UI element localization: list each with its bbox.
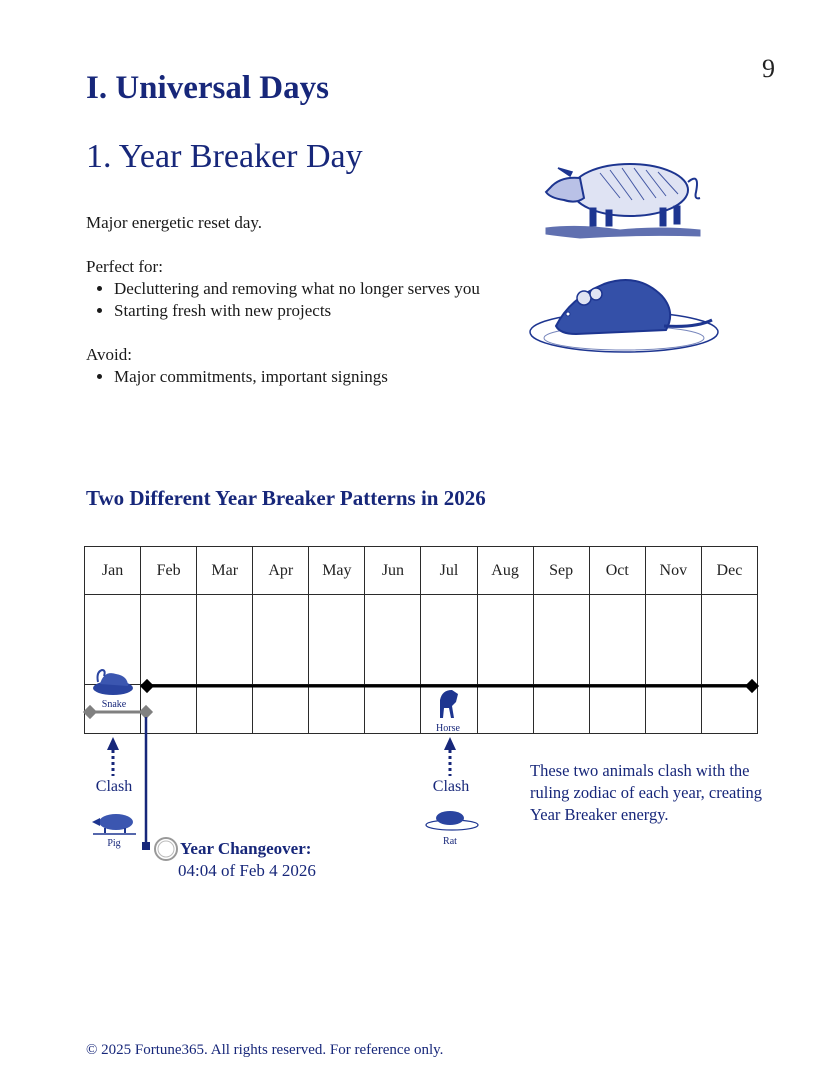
horse-label: Horse — [436, 723, 460, 734]
month-cell — [645, 595, 701, 685]
month-header: Dec — [701, 547, 757, 595]
month-header-row — [85, 547, 758, 595]
pig-icon — [92, 814, 136, 834]
month-header: May — [309, 547, 365, 595]
month-cell — [253, 685, 309, 734]
pig-label: Pig — [107, 838, 121, 849]
month-cell — [421, 595, 477, 685]
month-cell — [365, 595, 421, 685]
month-cell — [701, 685, 757, 734]
month-header: Oct — [589, 547, 645, 595]
month-table — [84, 546, 758, 734]
perfect-for-heading: Perfect for: — [86, 257, 163, 276]
intro-text: Major energetic reset day. — [86, 213, 263, 232]
month-header: Nov — [645, 547, 701, 595]
avoid-list — [86, 366, 486, 388]
month-header: Jun — [365, 547, 421, 595]
rat-icon — [426, 811, 478, 830]
month-cell — [645, 685, 701, 734]
footer-copyright: © 2025 Fortune365. All rights reserved. For reference only. — [86, 1042, 444, 1058]
list-item: • Decluttering and removing what no longer serves you — [114, 278, 486, 300]
month-cell — [197, 685, 253, 734]
month-header: Feb — [141, 547, 197, 595]
month-cell — [533, 595, 589, 685]
month-cell — [197, 595, 253, 685]
month-header: Jul — [421, 547, 477, 595]
clash-label-jul: Clash — [432, 778, 470, 795]
month-cell — [309, 595, 365, 685]
changeover-date: 04:04 of Feb 4 2026 — [178, 861, 316, 880]
chart-title: Two Different Year Breaker Patterns in 2026 — [86, 486, 486, 510]
month-cell — [589, 595, 645, 685]
subsection-title: 1. Year Breaker Day — [86, 138, 363, 175]
avoid-heading: Avoid: — [86, 345, 132, 364]
list-item: • Starting fresh with new projects — [114, 300, 486, 322]
clash-note: These two animals clash with the ruling zodiac of each year, creating Year Breaker energy. — [530, 761, 763, 824]
arrow-up-icon — [444, 737, 456, 750]
changeover-title: Year Changeover: — [180, 839, 312, 858]
month-timeline — [84, 546, 758, 736]
section-title: I. Universal Days — [86, 70, 329, 106]
list-item: • Major commitments, important signings — [114, 366, 486, 388]
timeline-row-upper — [85, 595, 758, 685]
month-header: Apr — [253, 547, 309, 595]
month-cell — [589, 685, 645, 734]
month-cell — [141, 595, 197, 685]
clash-arrow-jan — [107, 737, 119, 776]
clash-label-jan: Clash — [95, 778, 133, 795]
month-cell — [365, 685, 421, 734]
month-header: Jan — [85, 547, 141, 595]
month-cell — [309, 685, 365, 734]
month-cell — [477, 685, 533, 734]
month-cell — [533, 685, 589, 734]
month-cell — [253, 595, 309, 685]
page-number: 9 — [762, 54, 775, 83]
month-header: Aug — [477, 547, 533, 595]
clash-arrow-jul — [444, 737, 456, 776]
perfect-for-list — [86, 278, 486, 322]
rat-illustration — [526, 268, 722, 360]
pig-illustration — [540, 148, 710, 240]
snake-label: Snake — [101, 699, 127, 710]
month-cell — [701, 595, 757, 685]
arrow-up-icon — [107, 737, 119, 750]
rat-label: Rat — [443, 836, 457, 847]
month-header: Sep — [533, 547, 589, 595]
month-cell — [85, 595, 141, 685]
description — [86, 212, 486, 388]
month-header: Mar — [197, 547, 253, 595]
month-cell — [477, 595, 533, 685]
